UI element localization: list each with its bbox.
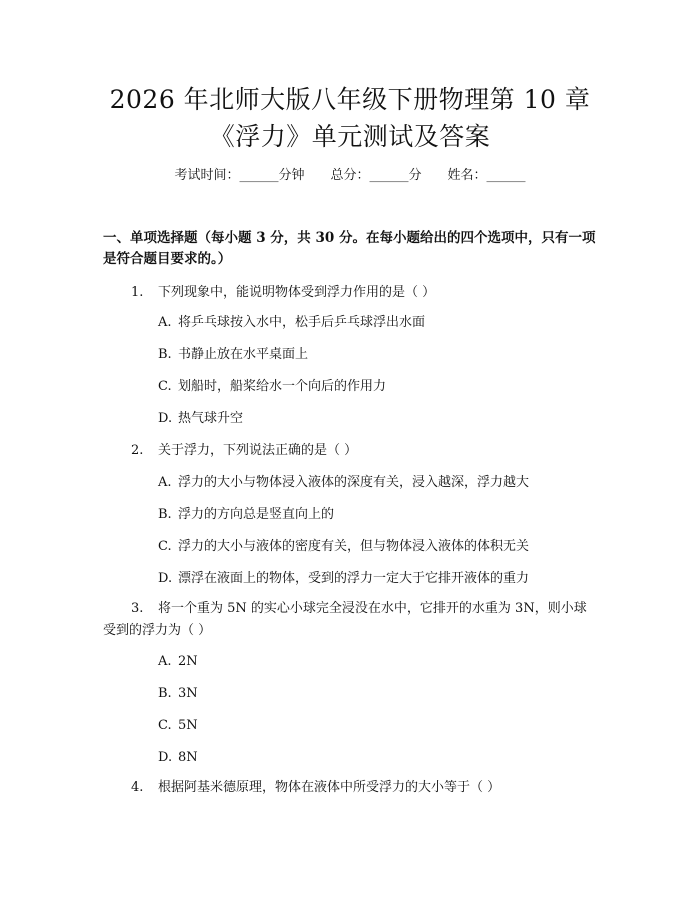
option-text: 热气球升空 (178, 411, 244, 426)
question-1-option-c (158, 378, 386, 396)
option-text: 浮力的大小与物体浸入液体的深度有关，浸入越深，浮力越大 (178, 475, 530, 490)
option-text: 3N (178, 686, 198, 701)
question-number: 2. (131, 443, 144, 458)
section-heading: 一、单项选择题（每小题 3 分，共 30 分。在每小题给出的四个选项中，只有一项是符合题目要求的。） (103, 230, 596, 267)
exam-info-row (0, 167, 700, 185)
student-name-label: 姓名：______ (447, 168, 526, 183)
question-number: 4. (131, 780, 144, 795)
option-letter: C. (158, 539, 172, 554)
question-2-option-c (158, 538, 529, 556)
question-3-option-d (158, 749, 198, 767)
option-letter: D. (158, 750, 173, 765)
question-3-option-c (158, 717, 198, 735)
question-text: 下列现象中，能说明物体受到浮力作用的是（ ） (158, 285, 436, 300)
option-letter: D. (158, 411, 173, 426)
question-2 (131, 440, 357, 461)
document-title-line-1: 2026 年北师大版八年级下册物理第 10 章 (109, 85, 591, 114)
question-number: 1. (131, 285, 144, 300)
question-2-option-d (158, 570, 529, 588)
option-letter: B. (158, 347, 172, 362)
question-1 (131, 282, 435, 303)
option-letter: A. (158, 475, 172, 490)
option-text: 8N (178, 750, 198, 765)
question-text: 关于浮力，下列说法正确的是（ ） (158, 443, 358, 458)
question-number: 3. (131, 601, 144, 616)
option-text: 漂浮在液面上的物体，受到的浮力一定大于它排开液体的重力 (178, 571, 530, 586)
question-4 (131, 777, 500, 798)
question-1-option-d (158, 410, 243, 428)
question-2-option-b (158, 506, 334, 524)
option-letter: B. (158, 507, 172, 522)
question-1-option-a (158, 314, 425, 332)
exam-time-label: 考试时间：______分钟 (174, 168, 305, 183)
document-title-line-2: 《浮力》单元测试及答案 (209, 122, 491, 151)
question-3-option-b (158, 685, 198, 703)
option-text: 5N (178, 718, 198, 733)
total-score-label: 总分：______分 (330, 168, 422, 183)
option-text: 浮力的大小与液体的密度有关，但与物体浸入液体的体积无关 (178, 539, 530, 554)
option-letter: B. (158, 686, 172, 701)
question-3-continued (103, 620, 211, 641)
question-3-option-a (158, 653, 198, 671)
question-text: 根据阿基米德原理，物体在液体中所受浮力的大小等于（ ） (158, 780, 501, 795)
option-letter: D. (158, 571, 173, 586)
question-3 (131, 598, 587, 619)
question-text-line-2: 受到的浮力为（ ） (103, 623, 212, 638)
option-text: 书静止放在水平桌面上 (178, 347, 309, 362)
option-text: 划船时，船桨给水一个向后的作用力 (178, 379, 387, 394)
option-text: 浮力的方向总是竖直向上的 (178, 507, 335, 522)
question-text-line-1: 将一个重为 5N 的实心小球完全浸没在水中，它排开的水重为 3N，则小球 (158, 601, 587, 616)
option-text: 将乒乓球按入水中，松手后乒乓球浮出水面 (178, 315, 426, 330)
question-2-option-a (158, 474, 529, 492)
option-letter: A. (158, 315, 172, 330)
option-letter: A. (158, 654, 172, 669)
question-1-option-b (158, 346, 308, 364)
option-letter: C. (158, 718, 172, 733)
option-text: 2N (178, 654, 198, 669)
option-letter: C. (158, 379, 172, 394)
